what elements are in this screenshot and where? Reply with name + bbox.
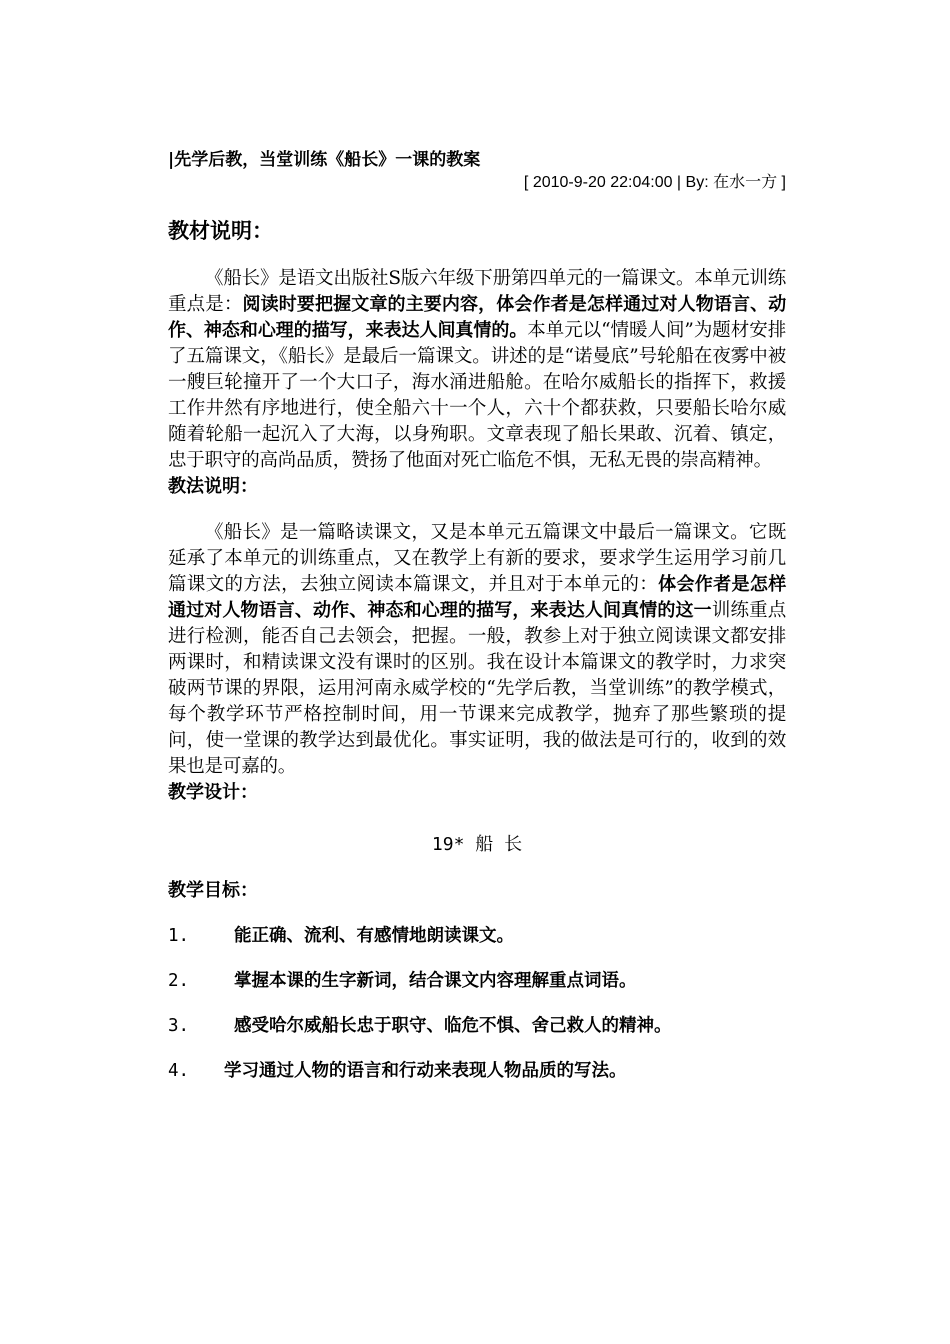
- lesson-title: 19* 船 长: [431, 834, 523, 855]
- section-heading-design: 教学设计：: [168, 782, 258, 803]
- method-text-a: 《船长》是一篇略读课文，又是本单元五篇课文中最后一篇课文。它既延承了本单元的训练重点，又在教学上有新的要求，要求学生运用学习前几篇课文的方法，去独立阅读本篇课文，并且对于本单元的：: [168, 522, 786, 595]
- materials-text-a: 《船长》是语文出版社S版六年级下册第四单元的一篇课文。本单元训练重点是：: [168, 268, 786, 315]
- article-meta: [ 2010-9-20 22:04:00 | By: 在水一方 ]: [523, 174, 786, 191]
- goal-number: 1.: [168, 926, 190, 946]
- section-heading-method: 教法说明：: [168, 476, 258, 497]
- method-text-c: 训练重点进行检测，能否自己去领会，把握。一般，教参上对于独立阅读课文都安排两课时，和精读课文没有课时的区别。我在设计本篇课文的教学时，力求突破两节课的界限，运用河南永威学校的“先学后教，当堂训练”的教学模式，每个教学环节严格控制时间，用一节课来完成教学，抛弃了那些繁琐的提问，使一堂课的教学达到最优化。事实证明，我的做法是可行的，收到的效果也是可嘉的。: [168, 600, 786, 777]
- goal-text: 掌握本课的生字新词，结合课文内容理解重点词语。: [234, 971, 637, 991]
- goal-text: 能正确、流利、有感情地朗读课文。: [234, 926, 514, 946]
- document-page: [168, 148, 786, 1084]
- method-paragraph: [168, 520, 786, 780]
- materials-paragraph: [168, 266, 786, 474]
- goal-text: 学习通过人物的语言和行动来表现人物品质的写法。: [224, 1061, 627, 1081]
- method-text-bold: 体会作者是怎样通过对人物语言、动作、神态和心理的描写，来表达人间真情的这一: [168, 574, 786, 621]
- goal-text: 感受哈尔威船长忠于职守、临危不惧、舍己救人的精神。: [234, 1016, 672, 1036]
- goal-item: [168, 923, 786, 949]
- goal-number: 3.: [168, 1016, 190, 1036]
- goal-number: 2.: [168, 971, 190, 991]
- materials-text-bold: 阅读时要把握文章的主要内容，体会作者是怎样通过对人物语言、动作、神态和心理的描写，来表达人间真情的。: [168, 294, 787, 341]
- article-title: |先学后教，当堂训练《船长》一课的教案: [168, 150, 481, 170]
- section-heading-materials: 教材说明：: [168, 219, 273, 243]
- goal-item: [168, 1058, 786, 1084]
- goal-item: [168, 1013, 786, 1039]
- goal-number: 4.: [168, 1061, 190, 1081]
- goals-heading: 教学目标：: [168, 880, 258, 901]
- materials-text-c: 本单元以“情暖人间”为题材安排了五篇课文，《船长》是最后一篇课文。讲述的是“诺曼底”号轮船在夜雾中被一艘巨轮撞开了一个大口子，海水涌进船舱。在哈尔威船长的指挥下，救援工作井然有序地进行，使全船六十一个人，六十个都获救，只要船长哈尔威随着轮船一起沉入了大海，以身殉职。文章表现了船长果敢、沉着、镇定，忠于职守的高尚品质，赞扬了他面对死亡临危不惧，无私无畏的崇高精神。: [168, 320, 786, 471]
- goal-item: [168, 968, 786, 994]
